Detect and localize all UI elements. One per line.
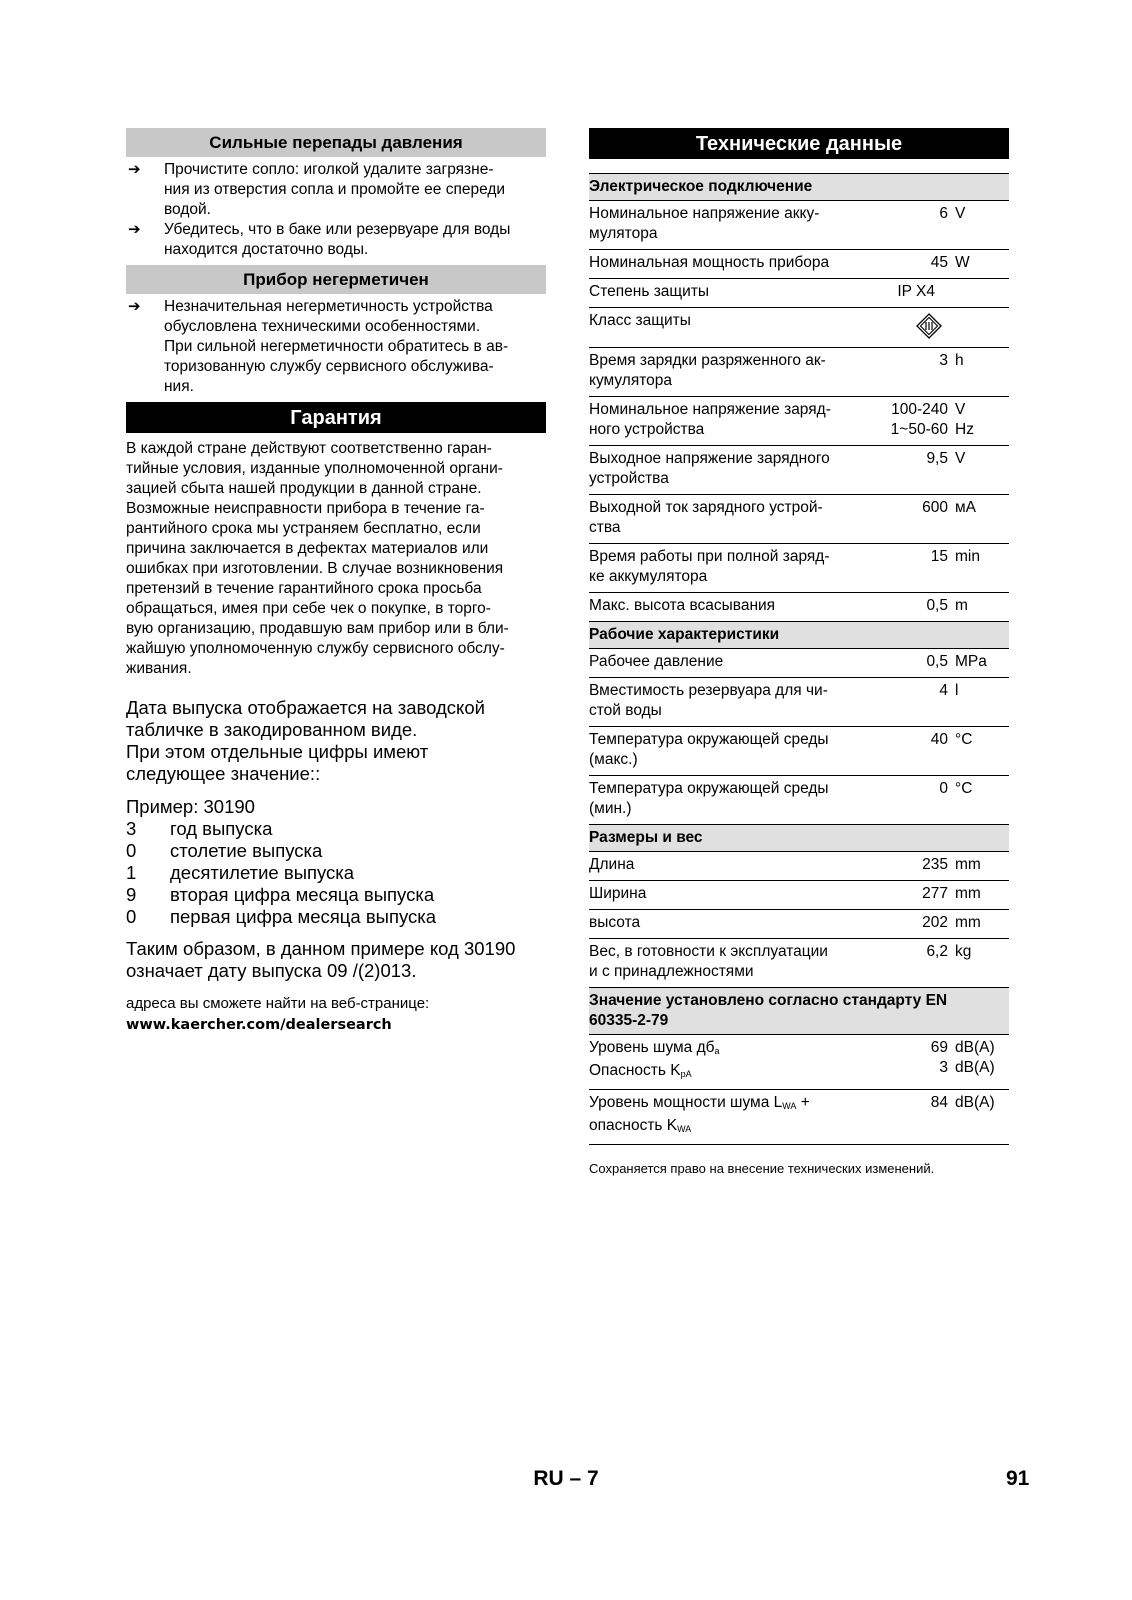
example-list bbox=[126, 818, 546, 928]
address-text: адреса вы сможете найти на веб-странице: bbox=[126, 995, 430, 1012]
list-item: 9 вторая цифра месяца выпуска bbox=[126, 884, 435, 905]
table-row: Время зарядки разряженного ак- кумулятора 3 h bbox=[589, 348, 1009, 397]
dealer-url-link[interactable]: www.kaercher.com/dealersearch bbox=[126, 1017, 392, 1033]
warranty-text: В каждой стране действуют соответственно гаран- тийные условия, изданные уполномоченной органи- зацией сбыта нашей продукции в данной стране. Возможные неисправности прибора в течение га- рантийного срока мы устраняем бесплатно, если причина заключается в дефектах материалов или ошибках при изготовлении. В случае возникновения претензий в течение гарантийного срока просьба обращаться, имея при себе чек о покупке, в торго- вую организацию, продавшую вам прибор или в бли- жайшую уполномоченную службу сервисного обслу- живания. bbox=[126, 440, 509, 677]
table-row: высота 202 mm bbox=[589, 910, 1009, 939]
table-row: Рабочее давление 0,5 MPa bbox=[589, 649, 1009, 678]
section-title-pressure: Сильные перепады давления bbox=[126, 128, 546, 157]
table-row: Вес, в готовности к эксплуатации и с принадлежностями 6,2 kg bbox=[589, 939, 1009, 988]
example-title: Пример: 30190 bbox=[126, 796, 255, 817]
section-title-warranty: Гарантия bbox=[126, 402, 546, 433]
arrow-right-icon: ➔ bbox=[128, 298, 141, 315]
protection-class-iii-icon bbox=[879, 311, 979, 345]
leak-bullets bbox=[126, 297, 546, 397]
table-row: Температура окружающей среды (мин.) 0 °C bbox=[589, 776, 1009, 825]
footnote: Сохраняется право на внесение технических изменений. bbox=[589, 1161, 935, 1176]
table-row: Макс. высота всасывания 0,5 m bbox=[589, 593, 1009, 622]
left-column bbox=[126, 128, 546, 1036]
list-item: ➔ Незначительная негерметичность устройства обусловлена техническими особенностями. При сильной негерметичности обратитесь в ав- торизованную службу сервисного обслужива- ния. bbox=[128, 298, 509, 395]
table-section-header: Значение установлено согласно стандарту EN 60335-2-79 bbox=[589, 988, 1009, 1035]
list-item: 1 десятилетие выпуска bbox=[126, 862, 355, 883]
date-code-text: Дата выпуска отображается на заводской табличке в закодированном виде. При этом отдельные цифры имеют следующее значение:: bbox=[126, 697, 485, 784]
table-row: Номинальная мощность прибора 45 W bbox=[589, 250, 1009, 279]
arrow-right-icon: ➔ bbox=[128, 161, 141, 178]
conclusion-text: Таким образом, в данном примере код 30190 означает дату выпуска 09 /(2)013. bbox=[126, 938, 516, 981]
right-column bbox=[589, 128, 1009, 1176]
table-section-header: Рабочие характеристики bbox=[589, 622, 1009, 649]
table-row: Температура окружающей среды (макс.) 40 °C bbox=[589, 727, 1009, 776]
table-section-header: Электрическое подключение bbox=[589, 174, 1009, 201]
list-item: 0 столетие выпуска bbox=[126, 840, 323, 861]
technical-data-table bbox=[589, 173, 1009, 1145]
table-row: Класс защиты bbox=[589, 308, 1009, 348]
list-item: 3 год выпуска bbox=[126, 818, 273, 839]
table-row: Ширина 277 mm bbox=[589, 881, 1009, 910]
table-row: Длина 235 mm bbox=[589, 852, 1009, 881]
pressure-bullets bbox=[126, 160, 546, 260]
table-section-header: Размеры и вес bbox=[589, 825, 1009, 852]
page-footer-label: RU – 7 bbox=[533, 1467, 599, 1490]
table-row: Выходной ток зарядного устрой- ства 600 мА bbox=[589, 495, 1009, 544]
arrow-right-icon: ➔ bbox=[128, 221, 141, 238]
table-row: Номинальное напряжение заряд- ного устройства 100-240 1~50-60 V Hz bbox=[589, 397, 1009, 446]
table-row: Время работы при полной заряд- ке аккумулятора 15 min bbox=[589, 544, 1009, 593]
table-row: Уровень шума $дб_a$ Опасность $K_{pA}$ 69 3 dB(A) dB(A) bbox=[589, 1035, 1009, 1090]
table-row: Уровень мощности шума $L_{WA}$ + опасность $K_{WA}$ 84 dB(A) bbox=[589, 1090, 1009, 1145]
list-item: ➔ Прочистите сопло: иголкой удалите загрязне- ния из отверстия сопла и промойте ее спереди водой. bbox=[128, 161, 506, 218]
table-row: Степень защиты IP X4 bbox=[589, 279, 1009, 308]
table-row: Вместимость резервуара для чи- стой воды 4 l bbox=[589, 678, 1009, 727]
section-title-leak: Прибор негерметичен bbox=[126, 265, 546, 294]
list-item: ➔ Убедитесь, что в баке или резервуаре для воды находится достаточно воды. bbox=[128, 221, 511, 258]
table-row: Номинальное напряжение акку- мулятора 6 V bbox=[589, 201, 1009, 250]
table-row: Выходное напряжение зарядного устройства 9,5 V bbox=[589, 446, 1009, 495]
section-title-technical: Технические данные bbox=[589, 128, 1009, 159]
list-item: 0 первая цифра месяца выпуска bbox=[126, 906, 437, 927]
page-number: 91 bbox=[1006, 1467, 1030, 1490]
